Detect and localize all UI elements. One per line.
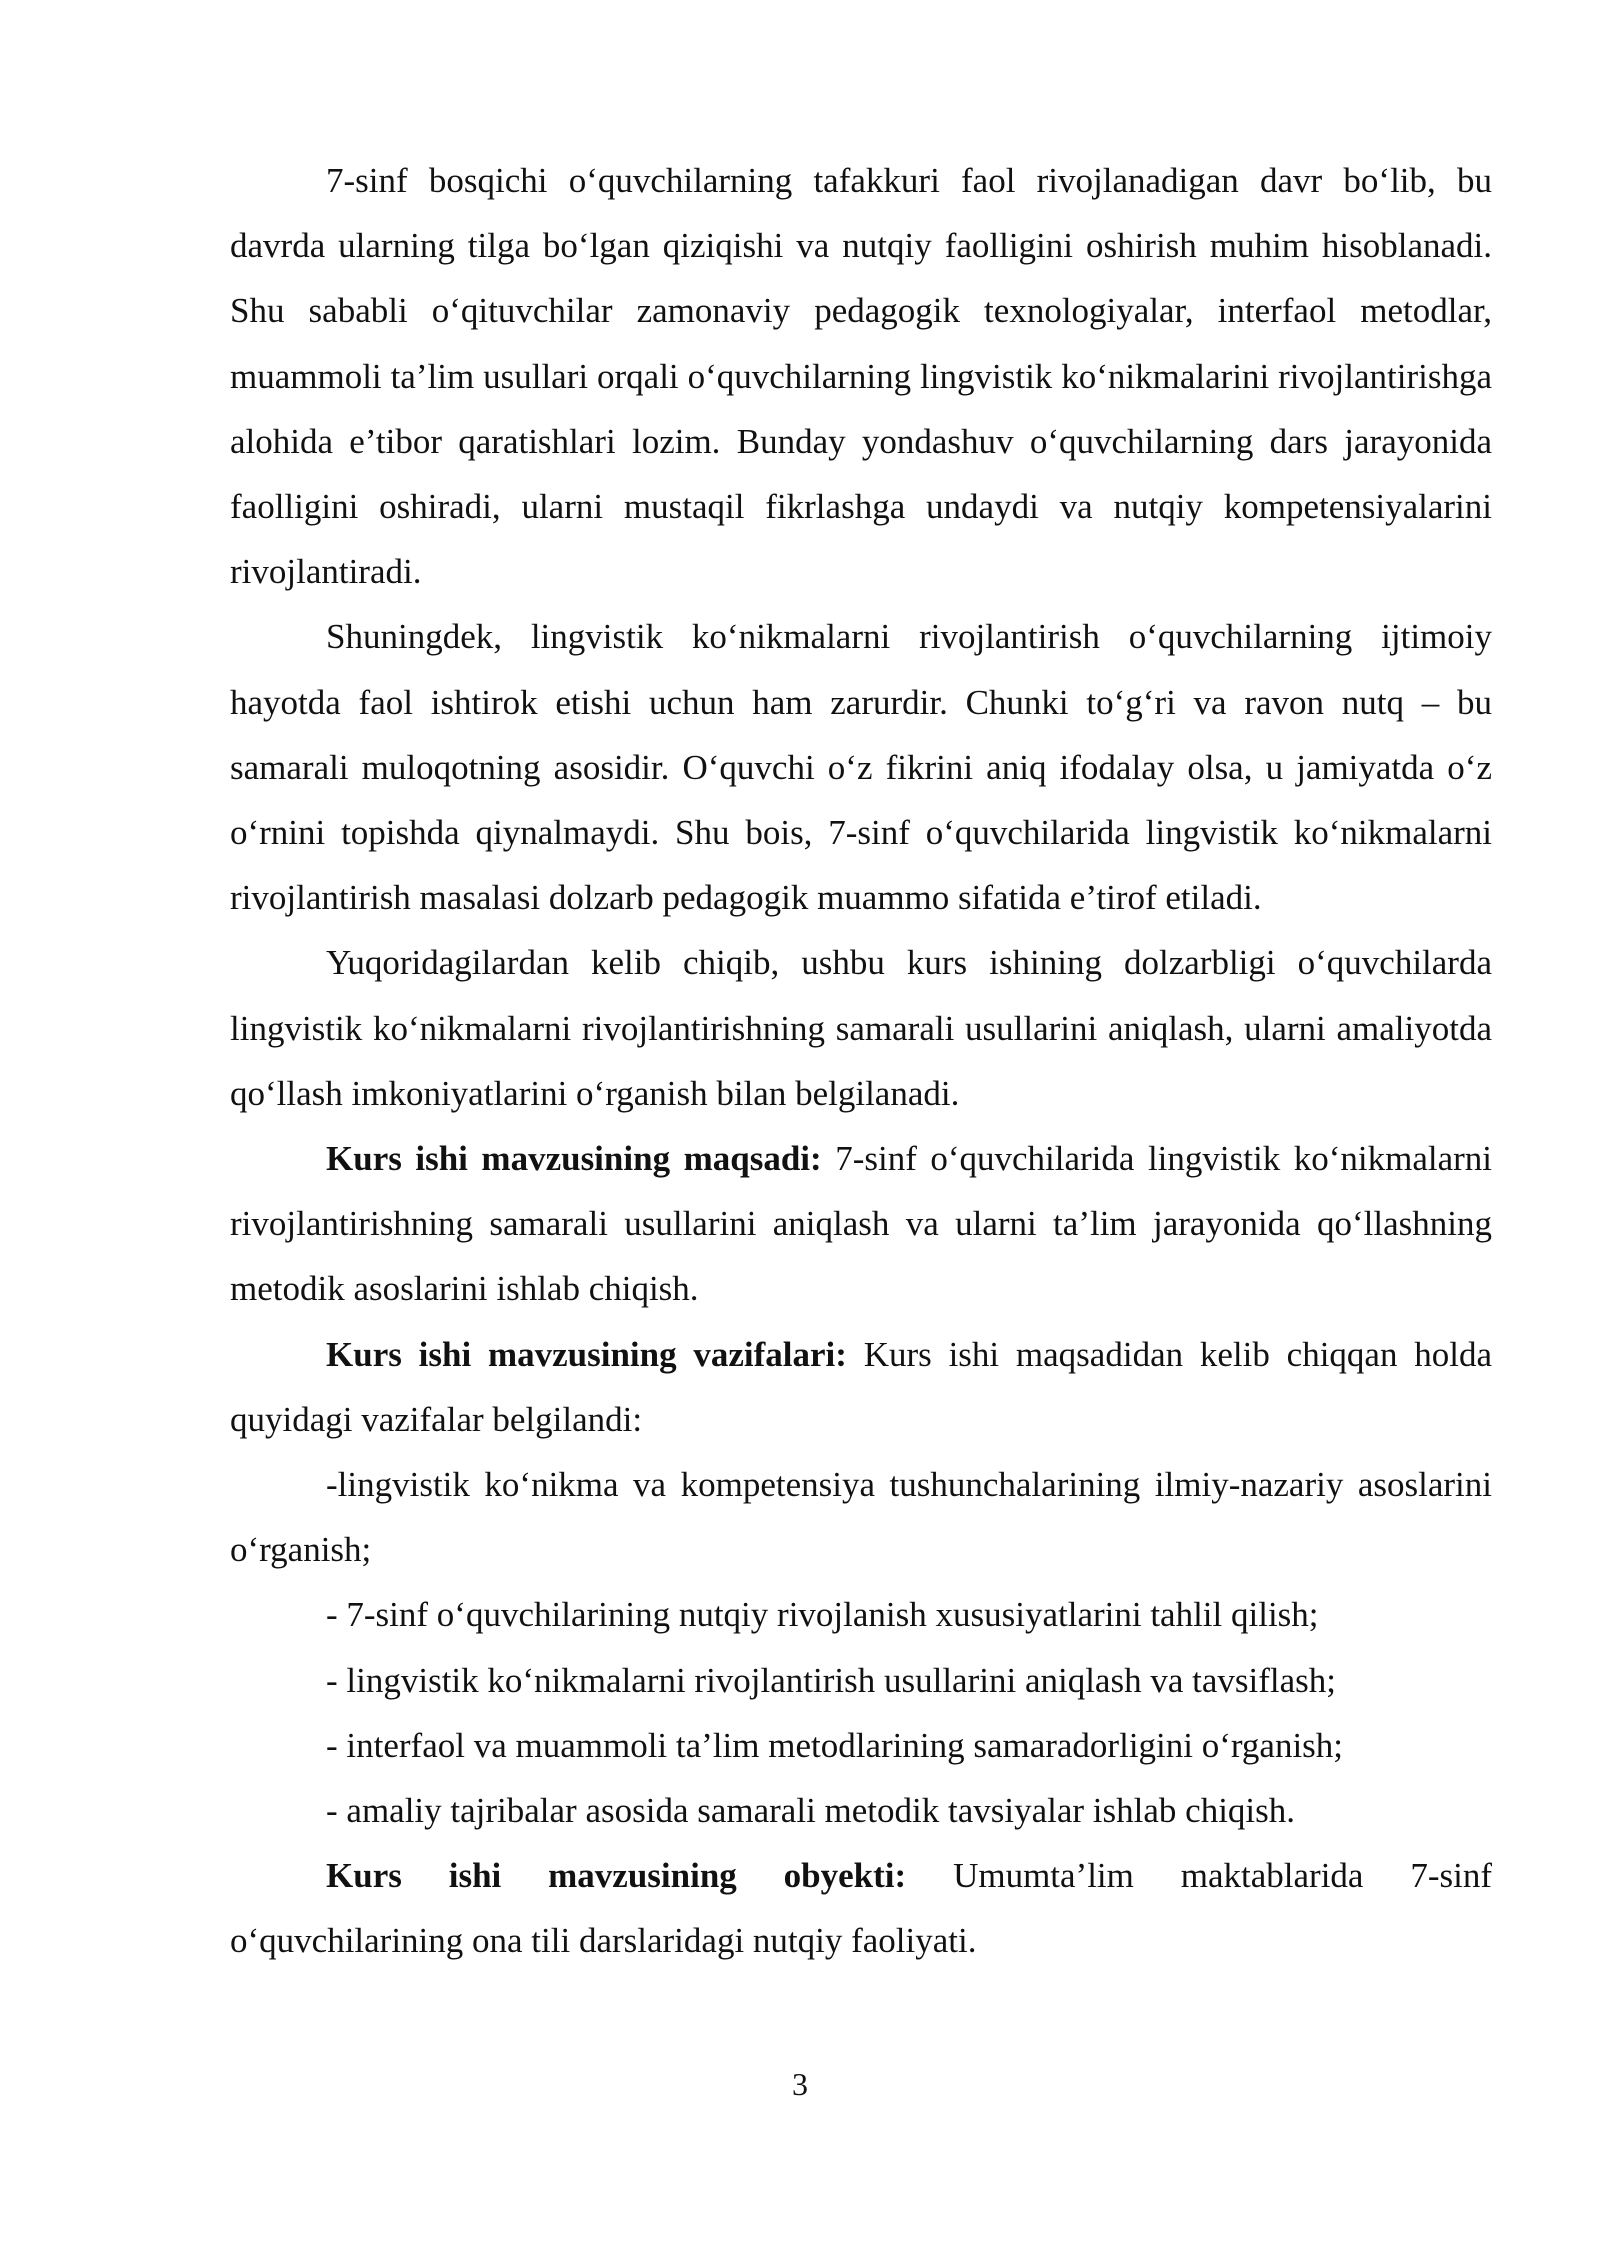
task-item: [230, 1648, 1492, 1713]
paragraph-tasks: [230, 1322, 1492, 1452]
paragraph-text: - 7-sinf o‘quvchilarining nutqiy rivojlanish xususiyatlarini tahlil qilish;: [326, 1595, 1319, 1635]
paragraph-text: Umumta’lim maktablarida 7-sinf o‘quvchilarining ona tili darslaridagi nutqiy faoliyati.: [230, 1856, 1492, 1961]
paragraph-object: [230, 1843, 1492, 1973]
page-body: [230, 148, 1492, 1974]
paragraph-text: 7-sinf bosqichi o‘quvchilarning tafakkuri faol rivojlanadigan davr bo‘lib, bu davrda ularning tilga bo‘lgan qiziqishi va nutqiy faolligini oshirish muhim hisoblanadi. Shu sababli o‘qituvchilar zamonaviy pedagogik texnologiyalar, interfaol metodlar, muammoli ta’lim usullari orqali o‘quvchilarning lingvistik ko‘nikmalarini rivojlantirishga alohida e’tibor qaratishlari lozim. Bunday yondashuv o‘quvchilarning dars jarayonida faolligini oshiradi, ularni mustaqil fikrlashga undaydi va nutqiy kompetensiyalarini rivojlantiradi.: [230, 161, 1492, 592]
paragraph-text: -lingvistik ko‘nikma va kompetensiya tushunchalarining ilmiy-nazariy asoslarini o‘rganish;: [230, 1465, 1492, 1570]
paragraph-relevance-intro: [230, 148, 1492, 604]
goal-heading: Kurs ishi mavzusining maqsadi:: [326, 1139, 822, 1179]
page-number: 3: [792, 2066, 808, 2102]
paragraph-relevance-conclusion: [230, 930, 1492, 1126]
task-item: [230, 1713, 1492, 1778]
paragraph-text: Yuqoridagilardan kelib chiqib, ushbu kurs ishining dolzarbligi o‘quvchilarda lingvistik ko‘nikmalarni rivojlantirishning samarali usullarini aniqlash, ularni amaliyotda qo‘llash imkoniyatlarini o‘rganish bilan belgilanadi.: [230, 943, 1492, 1113]
paragraph-text: 7-sinf o‘quvchilarida lingvistik ko‘nikmalarni rivojlantirishning samarali usullarini aniqlash va ularni ta’lim jarayonida qo‘llashning metodik asoslarini ishlab chiqish.: [230, 1139, 1492, 1309]
paragraph-text: Kurs ishi maqsadidan kelib chiqqan holda quyidagi vazifalar belgilandi:: [230, 1334, 1492, 1439]
paragraph-text: - lingvistik ko‘nikmalarni rivojlantirish usullarini aniqlash va tavsiflash;: [326, 1660, 1336, 1700]
paragraph-text: Shuningdek, lingvistik ko‘nikmalarni rivojlantirish o‘quvchilarning ijtimoiy hayotda faol ishtirok etishi uchun ham zarurdir. Chunki to‘g‘ri va ravon nutq – bu samarali muloqotning asosidir. O‘quvchi o‘z fikrini aniq ifodalay olsa, u jamiyatda o‘z o‘rnini topishda qiynalmaydi. Shu bois, 7-sinf o‘quvchilarida lingvistik ko‘nikmalarni rivojlantirish masalasi dolzarb pedagogik muammo sifatida e’tirof etiladi.: [230, 617, 1492, 918]
task-item: [230, 1452, 1492, 1582]
paragraph-goal: [230, 1126, 1492, 1322]
paragraph-text: - interfaol va muammoli ta’lim metodlarining samaradorligini o‘rganish;: [326, 1725, 1344, 1765]
object-heading: Kurs ishi mavzusining obyekti:: [326, 1856, 907, 1896]
task-item: [230, 1778, 1492, 1843]
paragraph-text: - amaliy tajribalar asosida samarali metodik tavsiyalar ishlab chiqish.: [326, 1791, 1296, 1831]
paragraph-social-importance: [230, 604, 1492, 930]
tasks-heading: Kurs ishi mavzusining vazifalari:: [326, 1334, 847, 1374]
task-item: [230, 1582, 1492, 1647]
